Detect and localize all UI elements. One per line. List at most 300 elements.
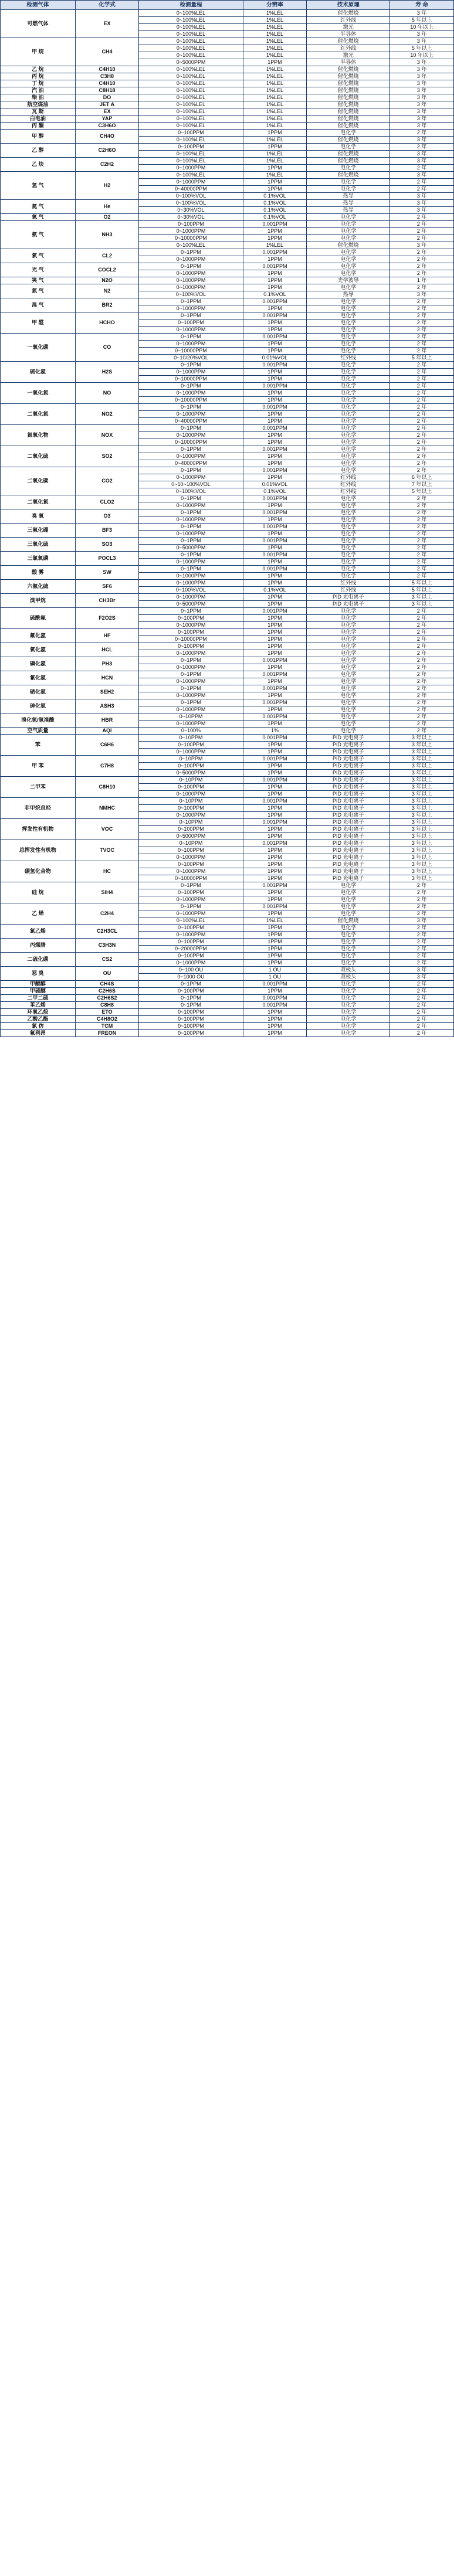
gas-name-cell: 一氧化碳 xyxy=(1,334,76,362)
formula-cell: JET A xyxy=(75,101,139,108)
range-cell: 0~5000PPM xyxy=(139,833,243,840)
table-row xyxy=(1,840,454,847)
lifetime-cell: 5 年以上 xyxy=(390,580,454,587)
formula-cell: C8H10 xyxy=(75,777,139,798)
technology-cell: 电化学 xyxy=(307,1023,390,1030)
resolution-cell: 1PPM xyxy=(243,256,307,263)
lifetime-cell: 10 年以上 xyxy=(390,24,454,31)
range-cell: 0~40000PPM xyxy=(139,460,243,467)
resolution-cell: 1PPM xyxy=(243,1030,307,1037)
lifetime-cell: 5 年以上 xyxy=(390,355,454,362)
resolution-cell: 1PPM xyxy=(243,946,307,953)
gas-name-cell: 氯 仿 xyxy=(1,1023,76,1030)
lifetime-cell: 3 年 xyxy=(390,158,454,165)
lifetime-cell: 2 年 xyxy=(390,910,454,917)
technology-cell: 电化学 xyxy=(307,910,390,917)
technology-cell: PID 光电离子 xyxy=(307,812,390,819)
technology-cell: 电化学 xyxy=(307,524,390,531)
technology-cell: 催化燃烧 xyxy=(307,10,390,17)
range-cell: 0~1000PPM xyxy=(139,896,243,903)
technology-cell: 电化学 xyxy=(307,981,390,988)
technology-cell: 电化学 xyxy=(307,235,390,242)
technology-cell: 电化学 xyxy=(307,699,390,706)
gas-name-cell: 二氧化氮 xyxy=(1,404,76,425)
range-cell: 0~100%LEL xyxy=(139,123,243,130)
resolution-cell: 1PPM xyxy=(243,953,307,960)
table-row xyxy=(1,130,454,137)
lifetime-cell: 2 年 xyxy=(390,981,454,988)
technology-cell: 光学波导 xyxy=(307,277,390,284)
resolution-cell: 0.001PPM xyxy=(243,777,307,784)
range-cell: 0~5000PPM xyxy=(139,601,243,608)
lifetime-cell: 2 年 xyxy=(390,629,454,636)
table-row xyxy=(1,882,454,889)
range-cell: 0~1000PPM xyxy=(139,622,243,629)
resolution-cell: 1PPM xyxy=(243,925,307,932)
lifetime-cell: 3 年 xyxy=(390,115,454,123)
lifetime-cell: 2 年 xyxy=(390,348,454,355)
lifetime-cell: 2 年 xyxy=(390,1016,454,1023)
lifetime-cell: 2 年 xyxy=(390,1009,454,1016)
table-row xyxy=(1,939,454,946)
lifetime-cell: 3 年 xyxy=(390,66,454,73)
technology-cell: PID 光电离子 xyxy=(307,798,390,805)
range-cell: 0~100PPM xyxy=(139,939,243,946)
lifetime-cell: 2 年 xyxy=(390,369,454,376)
range-cell: 0~100PPM xyxy=(139,320,243,327)
range-cell: 0~1PPM xyxy=(139,263,243,270)
formula-cell: HF xyxy=(75,629,139,643)
technology-cell: 电化学 xyxy=(307,636,390,643)
resolution-cell: 0.001PPM xyxy=(243,495,307,502)
range-cell: 0~30%VOL xyxy=(139,214,243,221)
technology-cell: 半导体 xyxy=(307,31,390,38)
technology-cell: 电化学 xyxy=(307,946,390,953)
gas-name-cell: 光 气 xyxy=(1,263,76,277)
resolution-cell: 1%LEL xyxy=(243,94,307,101)
technology-cell: 红外线 xyxy=(307,580,390,587)
formula-cell: EX xyxy=(75,10,139,38)
resolution-cell: 0.001PPM xyxy=(243,509,307,516)
range-cell: 0~1000PPM xyxy=(139,706,243,713)
range-cell: 0~1PPM xyxy=(139,312,243,320)
range-cell: 0~100%LEL xyxy=(139,115,243,123)
technology-cell: 催化燃烧 xyxy=(307,80,390,87)
lifetime-cell: 2 年 xyxy=(390,263,454,270)
lifetime-cell: 3 年以上 xyxy=(390,819,454,826)
technology-cell: 电化学 xyxy=(307,362,390,369)
technology-cell: 电化学 xyxy=(307,538,390,545)
technology-cell: 电化学 xyxy=(307,327,390,334)
range-cell: 0~10PPM xyxy=(139,840,243,847)
formula-cell: TCM xyxy=(75,1023,139,1030)
resolution-cell: 0.001PPM xyxy=(243,756,307,763)
technology-cell: 电化学 xyxy=(307,383,390,390)
range-cell: 0~100%LEL xyxy=(139,158,243,165)
range-cell: 0~100PPM xyxy=(139,826,243,833)
lifetime-cell: 2 年 xyxy=(390,179,454,186)
resolution-cell: 1%LEL xyxy=(243,242,307,249)
table-row xyxy=(1,671,454,678)
resolution-cell: 1PPM xyxy=(243,320,307,327)
technology-cell: 电化学 xyxy=(307,721,390,728)
technology-cell: 电化学 xyxy=(307,650,390,657)
table-row xyxy=(1,629,454,636)
gas-name-cell: 航空煤油 xyxy=(1,101,76,108)
range-cell: 0~1PPM xyxy=(139,298,243,305)
lifetime-cell: 3 年以上 xyxy=(390,777,454,784)
lifetime-cell: 2 年 xyxy=(390,270,454,277)
technology-cell: 电化学 xyxy=(307,573,390,580)
gas-name-cell: 氦 气 xyxy=(1,200,76,214)
resolution-cell: 0.001PPM xyxy=(243,263,307,270)
gas-name-cell: 丙 烷 xyxy=(1,73,76,80)
gas-name-cell: 溴化氢/氢溴酸 xyxy=(1,713,76,728)
technology-cell: 电化学 xyxy=(307,312,390,320)
resolution-cell: 1PPM xyxy=(243,186,307,193)
table-row xyxy=(1,73,454,80)
range-cell: 0~10PPM xyxy=(139,819,243,826)
resolution-cell: 1PPM xyxy=(243,516,307,524)
range-cell: 0~100%LEL xyxy=(139,24,243,31)
gas-name-cell: 碳氢化合物 xyxy=(1,861,76,882)
table-row xyxy=(1,735,454,742)
formula-cell: C2H6S xyxy=(75,988,139,995)
table-row xyxy=(1,383,454,390)
lifetime-cell: 2 年 xyxy=(390,650,454,657)
table-row xyxy=(1,249,454,256)
range-cell: 0~100%LEL xyxy=(139,151,243,158)
technology-cell: 电化学 xyxy=(307,446,390,453)
range-cell: 0~5000PPM xyxy=(139,770,243,777)
lifetime-cell: 3 年 xyxy=(390,137,454,144)
table-row xyxy=(1,685,454,692)
resolution-cell: 1PPM xyxy=(243,678,307,685)
range-cell: 0~1PPM xyxy=(139,446,243,453)
resolution-cell: 1%LEL xyxy=(243,73,307,80)
range-cell: 0~20000PPM xyxy=(139,946,243,953)
lifetime-cell: 3 年 xyxy=(390,172,454,179)
range-cell: 0~100PPM xyxy=(139,847,243,854)
technology-cell: 催化燃烧 xyxy=(307,101,390,108)
lifetime-cell: 3 年以上 xyxy=(390,601,454,608)
range-cell: 0~1000PPM xyxy=(139,594,243,601)
lifetime-cell: 3 年以上 xyxy=(390,861,454,868)
lifetime-cell: 3 年以上 xyxy=(390,784,454,791)
technology-cell: 电化学 xyxy=(307,453,390,460)
formula-cell: NO2 xyxy=(75,404,139,425)
technology-cell: 电化学 xyxy=(307,896,390,903)
technology-cell: 电化学 xyxy=(307,495,390,502)
technology-cell: 电化学 xyxy=(307,130,390,137)
table-row xyxy=(1,101,454,108)
technology-cell: 电化学 xyxy=(307,284,390,291)
gas-name-cell: 氯化氢 xyxy=(1,643,76,657)
formula-cell: ASH3 xyxy=(75,699,139,713)
resolution-cell: 0.001PPM xyxy=(243,671,307,678)
gas-name-cell: 磷化氢 xyxy=(1,657,76,671)
range-cell: 0~1000PPM xyxy=(139,284,243,291)
resolution-cell: 1PPM xyxy=(243,664,307,671)
resolution-cell: 1%LEL xyxy=(243,158,307,165)
technology-cell: 电化学 xyxy=(307,348,390,355)
range-cell: 0~100%LEL xyxy=(139,172,243,179)
gas-name-cell: 硒化氢 xyxy=(1,685,76,699)
range-cell: 0~1000PPM xyxy=(139,179,243,186)
formula-cell: SW xyxy=(75,566,139,580)
technology-cell: 电化学 xyxy=(307,214,390,221)
range-cell: 0~10000PPM xyxy=(139,348,243,355)
formula-cell: COCL2 xyxy=(75,263,139,277)
range-cell: 0~100%VOL xyxy=(139,488,243,495)
formula-cell: O3 xyxy=(75,509,139,524)
resolution-cell: 1PPM xyxy=(243,411,307,418)
lifetime-cell: 2 年 xyxy=(390,1002,454,1009)
resolution-cell: 0.001PPM xyxy=(243,566,307,573)
table-row xyxy=(1,144,454,151)
table-row xyxy=(1,699,454,706)
resolution-cell: 1PPM xyxy=(243,854,307,861)
resolution-cell: 0.001PPM xyxy=(243,467,307,474)
gas-name-cell: 甲 醇 xyxy=(1,130,76,144)
col-formula: 化学式 xyxy=(75,1,139,10)
range-cell: 0~1PPM xyxy=(139,671,243,678)
table-row xyxy=(1,334,454,341)
gas-name-cell: 乙 烯 xyxy=(1,903,76,925)
technology-cell: 热导 xyxy=(307,193,390,200)
technology-cell: 催化燃烧 xyxy=(307,158,390,165)
gas-name-cell: 溴甲烷 xyxy=(1,594,76,608)
lifetime-cell: 10 年以上 xyxy=(390,52,454,59)
table-row xyxy=(1,446,454,453)
lifetime-cell: 2 年 xyxy=(390,692,454,699)
lifetime-cell: 1 年 xyxy=(390,277,454,284)
lifetime-cell: 2 年 xyxy=(390,404,454,411)
lifetime-cell: 2 年 xyxy=(390,460,454,467)
lifetime-cell: 2 年 xyxy=(390,411,454,418)
formula-cell: EX xyxy=(75,108,139,115)
range-cell: 0~30%VOL xyxy=(139,207,243,214)
lifetime-cell: 2 年 xyxy=(390,305,454,312)
range-cell: 0~1000PPM xyxy=(139,327,243,334)
range-cell: 0~100% xyxy=(139,728,243,735)
lifetime-cell: 2 年 xyxy=(390,932,454,939)
resolution-cell: 0.001PPM xyxy=(243,552,307,559)
range-cell: 0~1000PPM xyxy=(139,369,243,376)
formula-cell: BR2 xyxy=(75,298,139,312)
range-cell: 0~10PPM xyxy=(139,735,243,742)
technology-cell: 电化学 xyxy=(307,516,390,524)
gas-name-cell: 可燃气体 xyxy=(1,10,76,38)
resolution-cell: 1%LEL xyxy=(243,66,307,73)
table-row xyxy=(1,362,454,369)
technology-cell: 电化学 xyxy=(307,179,390,186)
lifetime-cell: 2 年 xyxy=(390,144,454,151)
range-cell: 0~1PPM xyxy=(139,334,243,341)
lifetime-cell: 2 年 xyxy=(390,334,454,341)
lifetime-cell: 2 年 xyxy=(390,298,454,305)
resolution-cell: 0.001PPM xyxy=(243,524,307,531)
formula-cell: C2H6O xyxy=(75,144,139,158)
resolution-cell: 1PPM xyxy=(243,531,307,538)
gas-detection-spec-sheet xyxy=(0,0,454,1037)
formula-cell: C3H3N xyxy=(75,939,139,953)
formula-cell: C8H18 xyxy=(75,87,139,94)
resolution-cell: 1PPM xyxy=(243,1023,307,1030)
technology-cell: 电化学 xyxy=(307,1030,390,1037)
resolution-cell: 0.001PPM xyxy=(243,446,307,453)
col-resolution: 分辨率 xyxy=(243,1,307,10)
range-cell: 0~100PPM xyxy=(139,784,243,791)
technology-cell: 电化学 xyxy=(307,376,390,383)
resolution-cell: 1PPM xyxy=(243,861,307,868)
technology-cell: PID 光电离子 xyxy=(307,749,390,756)
lifetime-cell: 2 年 xyxy=(390,896,454,903)
gas-name-cell: 二氧化碳 xyxy=(1,467,76,495)
table-row xyxy=(1,404,454,411)
lifetime-cell: 3 年以上 xyxy=(390,847,454,854)
lifetime-cell: 2 年 xyxy=(390,925,454,932)
resolution-cell: 0.001PPM xyxy=(243,819,307,826)
technology-cell: 电化学 xyxy=(307,263,390,270)
range-cell: 0~1000PPM xyxy=(139,791,243,798)
technology-cell: 电化学 xyxy=(307,932,390,939)
table-row xyxy=(1,115,454,123)
range-cell: 0~1PPM xyxy=(139,657,243,664)
technology-cell: 电化学 xyxy=(307,460,390,467)
gas-name-cell: 二甲二硫 xyxy=(1,995,76,1002)
formula-cell: FREON xyxy=(75,1030,139,1037)
resolution-cell: 1PPM xyxy=(243,960,307,967)
technology-cell: 电化学 xyxy=(307,397,390,404)
gas-name-cell: 柴 油 xyxy=(1,94,76,101)
table-row xyxy=(1,995,454,1002)
col-lifetime: 寿 命 xyxy=(390,1,454,10)
lifetime-cell: 2 年 xyxy=(390,467,454,474)
table-row xyxy=(1,425,454,432)
gas-name-cell: 甲 苯 xyxy=(1,756,76,777)
resolution-cell: 0.001PPM xyxy=(243,882,307,889)
resolution-cell: 1PPM xyxy=(243,1009,307,1016)
range-cell: 0~1PPM xyxy=(139,882,243,889)
range-cell: 0~1000PPM xyxy=(139,910,243,917)
technology-cell: 电化学 xyxy=(307,432,390,439)
technology-cell: 激光 xyxy=(307,52,390,59)
table-row xyxy=(1,94,454,101)
resolution-cell: 1%LEL xyxy=(243,108,307,115)
table-row xyxy=(1,798,454,805)
lifetime-cell: 2 年 xyxy=(390,397,454,404)
formula-cell: SEH2 xyxy=(75,685,139,699)
table-row xyxy=(1,284,454,291)
lifetime-cell: 2 年 xyxy=(390,312,454,320)
formula-cell: CH3Br xyxy=(75,594,139,608)
table-row xyxy=(1,728,454,735)
range-cell: 0~1PPM xyxy=(139,699,243,706)
gas-name-cell: 三氧化硫 xyxy=(1,538,76,552)
resolution-cell: 1PPM xyxy=(243,910,307,917)
range-cell: 0~1000PPM xyxy=(139,277,243,284)
range-cell: 0~100PPM xyxy=(139,130,243,137)
lifetime-cell: 2 年 xyxy=(390,573,454,580)
range-cell: 0~100PPM xyxy=(139,889,243,896)
range-cell: 0~1PPM xyxy=(139,404,243,411)
technology-cell: PID 光电离子 xyxy=(307,833,390,840)
resolution-cell: 1PPM xyxy=(243,650,307,657)
formula-cell: CO xyxy=(75,334,139,362)
lifetime-cell: 2 年 xyxy=(390,889,454,896)
lifetime-cell: 3 年 xyxy=(390,101,454,108)
technology-cell: 电化学 xyxy=(307,671,390,678)
resolution-cell: 0.001PPM xyxy=(243,735,307,742)
technology-cell: PID 光电离子 xyxy=(307,756,390,763)
technology-cell: 催化燃烧 xyxy=(307,151,390,158)
formula-cell: C3H8 xyxy=(75,73,139,80)
lifetime-cell: 3 年以上 xyxy=(390,805,454,812)
lifetime-cell: 3 年 xyxy=(390,123,454,130)
formula-cell: NOX xyxy=(75,425,139,446)
resolution-cell: 1PPM xyxy=(243,460,307,467)
resolution-cell: 1PPM xyxy=(243,580,307,587)
technology-cell: 电化学 xyxy=(307,566,390,573)
resolution-cell: 1 OU xyxy=(243,974,307,981)
formula-cell: C7H8 xyxy=(75,756,139,777)
lifetime-cell: 2 年 xyxy=(390,495,454,502)
lifetime-cell: 5 年以上 xyxy=(390,17,454,24)
resolution-cell: 1PPM xyxy=(243,573,307,580)
resolution-cell: 1PPM xyxy=(243,277,307,284)
resolution-cell: 1PPM xyxy=(243,636,307,643)
range-cell: 0~1PPM xyxy=(139,981,243,988)
table-row xyxy=(1,594,454,601)
gas-name-cell: 非甲烷总烃 xyxy=(1,798,76,819)
formula-cell: BF3 xyxy=(75,524,139,538)
range-cell: 0~10PPM xyxy=(139,713,243,721)
formula-cell: N2 xyxy=(75,284,139,298)
technology-cell: PID 光电离子 xyxy=(307,594,390,601)
technology-cell: 催化燃烧 xyxy=(307,917,390,925)
resolution-cell: 1%LEL xyxy=(243,172,307,179)
gas-spec-table xyxy=(0,0,454,1037)
resolution-cell: 0.1%VOL xyxy=(243,214,307,221)
resolution-cell: 1PPM xyxy=(243,179,307,186)
range-cell: 0~10000PPM xyxy=(139,235,243,242)
lifetime-cell: 3 年以上 xyxy=(390,735,454,742)
resolution-cell: 1PPM xyxy=(243,305,307,312)
technology-cell: PID 光电离子 xyxy=(307,777,390,784)
resolution-cell: 1PPM xyxy=(243,348,307,355)
lifetime-cell: 5 年以上 xyxy=(390,587,454,594)
table-row xyxy=(1,298,454,305)
lifetime-cell: 3 年 xyxy=(390,151,454,158)
technology-cell: 电化学 xyxy=(307,369,390,376)
technology-cell: 电化学 xyxy=(307,256,390,263)
lifetime-cell: 2 年 xyxy=(390,228,454,235)
table-row xyxy=(1,38,454,45)
formula-cell: He xyxy=(75,200,139,214)
resolution-cell: 1PPM xyxy=(243,390,307,397)
range-cell: 0~1PPM xyxy=(139,1002,243,1009)
resolution-cell: 1PPM xyxy=(243,643,307,650)
lifetime-cell: 6 年以上 xyxy=(390,474,454,481)
lifetime-cell: 2 年 xyxy=(390,545,454,552)
range-cell: 0~1000PPM xyxy=(139,453,243,460)
technology-cell: PID 光电离子 xyxy=(307,784,390,791)
formula-cell: C8H8 xyxy=(75,1002,139,1009)
technology-cell: 电化学 xyxy=(307,692,390,699)
lifetime-cell: 3 年 xyxy=(390,917,454,925)
formula-cell: C2H3CL xyxy=(75,925,139,939)
